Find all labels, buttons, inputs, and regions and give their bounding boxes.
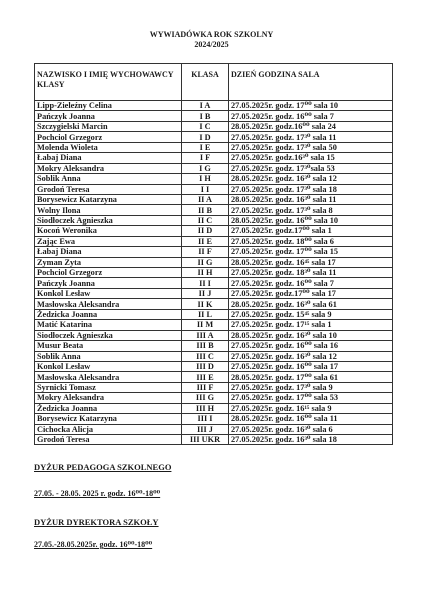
teacher-name: Kocoń Weronika — [35, 226, 182, 236]
teacher-name: Łabaj Diana — [35, 247, 182, 257]
table-row — [35, 153, 393, 163]
meeting-date: 27.05.2025r. godz. 16⁰⁰ sala 7 — [229, 111, 393, 121]
meeting-date: 27.05.2025r. godz. 17⁰⁰ sala 10 — [229, 101, 393, 111]
meeting-date: 27.05.2025r. godz. 16³⁰ sala 6 — [229, 424, 393, 434]
class-name: I I — [182, 184, 229, 194]
table-row — [35, 132, 393, 142]
meeting-date: 28.05.2025r. godz. 16³⁰ sala 11 — [229, 194, 393, 204]
meeting-date: 27.05.2025r. godz. 17³⁰ sala 18 — [229, 184, 393, 194]
class-name: II L — [182, 309, 229, 319]
pedagogue-duty-title: DYŻUR PEDAGOGA SZKOLNEGO — [34, 462, 172, 472]
table-row — [35, 361, 393, 371]
meeting-date: 27.05.2025r. godz. 16⁰⁰ sala 16 — [229, 341, 393, 351]
class-name: II A — [182, 194, 229, 204]
class-name: III H — [182, 403, 229, 413]
table-row — [35, 435, 393, 445]
table-row — [35, 288, 393, 298]
class-name: II B — [182, 205, 229, 215]
teacher-name: Żedzicka Joanna — [35, 309, 182, 319]
meeting-date: 27.05.2025r. godz. 18⁰⁰ sala 6 — [229, 236, 393, 246]
meeting-date: 27.05.2025r. godz. 15⁴⁵ sala 9 — [229, 309, 393, 319]
meeting-date: 28.05.2025r. godz. 17⁰⁰ sala 61 — [229, 372, 393, 382]
table-row — [35, 382, 393, 392]
table-row — [35, 247, 393, 257]
table-row — [35, 194, 393, 204]
class-name: I G — [182, 163, 229, 173]
class-name: II K — [182, 299, 229, 309]
meeting-date: 27.05.2025r. godz. 17³⁰ sala 50 — [229, 142, 393, 152]
meeting-date: 27.05.2025r. godz. 17⁰⁰ sala 15 — [229, 247, 393, 257]
class-name: III I — [182, 414, 229, 424]
table-row — [35, 236, 393, 246]
teacher-name: Pochciol Grzegorz — [35, 268, 182, 278]
table-row — [35, 142, 393, 152]
meeting-date: 27.05.2025r. godz. 17¹⁵ sala 1 — [229, 320, 393, 330]
table-row — [35, 341, 393, 351]
table-row — [35, 205, 393, 215]
table-row — [35, 121, 393, 131]
meeting-date: 27.05.2025r. godz. 16³⁰ sala 18 — [229, 435, 393, 445]
class-name: III F — [182, 382, 229, 392]
teacher-name: Szczygielski Marcin — [35, 121, 182, 131]
class-name: III E — [182, 372, 229, 382]
teacher-name: Soblik Anna — [35, 351, 182, 361]
class-name: III J — [182, 424, 229, 434]
table-row — [35, 299, 393, 309]
class-name: II M — [182, 320, 229, 330]
table-row — [35, 257, 393, 267]
class-name: II F — [182, 247, 229, 257]
table-row — [35, 111, 393, 121]
class-name: I F — [182, 153, 229, 163]
class-name: III D — [182, 361, 229, 371]
class-name: II I — [182, 278, 229, 288]
table-row — [35, 403, 393, 413]
meeting-date: 27.05.2025r. godz. 17⁰⁰ sala 53 — [229, 393, 393, 403]
teacher-name: Grodoń Teresa — [35, 184, 182, 194]
table-row — [35, 226, 393, 236]
table-row — [35, 414, 393, 424]
class-name: III UKR — [182, 435, 229, 445]
table-row — [35, 184, 393, 194]
director-duty-date: 27.05.-28.05.2025r. godz. 16⁰⁰-18⁰⁰ — [34, 540, 153, 549]
meeting-date: 27.05.2025r. godz. 16¹⁵ sala 9 — [229, 403, 393, 413]
meeting-date: 28.05.2025r. godz. 16³⁰ sala 61 — [229, 299, 393, 309]
table-row — [35, 393, 393, 403]
teacher-name: Konkol Lesław — [35, 288, 182, 298]
table-row — [35, 101, 393, 111]
meeting-date: 28.05.2025r. godz. 16³⁰ sala 10 — [229, 330, 393, 340]
class-name: II D — [182, 226, 229, 236]
meeting-date: 27.05.2025r. godz. 16³⁰ sala 12 — [229, 351, 393, 361]
class-name: I B — [182, 111, 229, 121]
meeting-date: 27.05.2025r. godz. 17³⁰ sala 9 — [229, 382, 393, 392]
class-name: III A — [182, 330, 229, 340]
table-header-row — [35, 64, 393, 101]
table-row — [35, 330, 393, 340]
teacher-name: Wolny Ilona — [35, 205, 182, 215]
class-name: I A — [182, 101, 229, 111]
meeting-date: 28.05.2025r. godz.16⁰⁰ sala 24 — [229, 121, 393, 131]
teacher-name: Molenda Wioleta — [35, 142, 182, 152]
teacher-name: Borysewicz Katarzyna — [35, 414, 182, 424]
page-title: WYWIADÓWKA ROK SZKOLNY — [149, 30, 274, 39]
class-name: II H — [182, 268, 229, 278]
director-duty-title: DYŻUR DYREKTORA SZKOŁY — [34, 517, 159, 527]
teacher-name: Cichocka Alicja — [35, 424, 182, 434]
pedagogue-duty-date: 27.05. - 28.05. 2025 r. godz. 16⁰⁰-18⁰⁰ — [34, 489, 161, 498]
meeting-date: 28.05.2025r. godz. 16⁰⁰ sala 11 — [229, 414, 393, 424]
teacher-name: Pańczyk Joanna — [35, 111, 182, 121]
table-row — [35, 320, 393, 330]
meeting-date: 27.05.2025r. godz. 18³⁰ sala 11 — [229, 268, 393, 278]
teacher-name: Mokry Aleksandra — [35, 163, 182, 173]
meeting-date: 28.05.2025r. godz. 16³⁰ sala 12 — [229, 174, 393, 184]
meeting-date: 27.05.2025r. godz.16³⁰ sala 15 — [229, 153, 393, 163]
class-name: II C — [182, 215, 229, 225]
teacher-name: Masłowska Aleksandra — [35, 372, 182, 382]
class-name: II G — [182, 257, 229, 267]
class-name: III G — [182, 393, 229, 403]
table-row — [35, 174, 393, 184]
header-name: NAZWISKO I IMIĘ WYCHOWAWCY KLASY — [35, 64, 182, 101]
class-name: II E — [182, 236, 229, 246]
table-row — [35, 278, 393, 288]
teacher-name: Grodoń Teresa — [35, 435, 182, 445]
table-row — [35, 268, 393, 278]
table-row — [35, 309, 393, 319]
class-name: III B — [182, 341, 229, 351]
table-row — [35, 351, 393, 361]
meeting-date: 27.05.2025r. godz. 17³⁰sala 53 — [229, 163, 393, 173]
class-name: III C — [182, 351, 229, 361]
header-date: DZIEŃ GODZINA SALA — [229, 64, 393, 101]
teacher-name: Zyman Zyta — [35, 257, 182, 267]
meeting-date: 27.05.2025r. godz.17⁰⁰ sala 1 — [229, 226, 393, 236]
teacher-name: Zając Ewa — [35, 236, 182, 246]
teacher-name: Musur Beata — [35, 341, 182, 351]
table-row — [35, 372, 393, 382]
meeting-date: 27.05.2025r. godz.17⁰⁰ sala 17 — [229, 288, 393, 298]
teacher-name: Borysewicz Katarzyna — [35, 194, 182, 204]
teacher-name: Lipp-Zieleźny Celina — [35, 101, 182, 111]
meeting-date: 27.05.2025r. godz. 17³⁰ sala 8 — [229, 205, 393, 215]
teacher-name: Siodłoczek Agnieszka — [35, 215, 182, 225]
table-row — [35, 424, 393, 434]
table-body — [35, 101, 393, 445]
teacher-name: Masłowska Aleksandra — [35, 299, 182, 309]
meeting-date: 28.05.2025r. godz. 16⁴⁵ sala 17 — [229, 257, 393, 267]
class-name: I H — [182, 174, 229, 184]
teacher-name: Siodłoczek Agnieszka — [35, 330, 182, 340]
meeting-date: 28.05.2025r. godz. 16⁰⁰ sala 10 — [229, 215, 393, 225]
table-row — [35, 215, 393, 225]
teacher-name: Mokry Aleksandra — [35, 393, 182, 403]
teacher-name: Syrnicki Tomasz — [35, 382, 182, 392]
teacher-name: Soblik Anna — [35, 174, 182, 184]
class-name: I C — [182, 121, 229, 131]
teacher-name: Pańczyk Joanna — [35, 278, 182, 288]
teacher-name: Łabaj Diana — [35, 153, 182, 163]
teacher-name: Konkol Lesław — [35, 361, 182, 371]
meeting-date: 27.05.2025r. godz. 16⁰⁰ sala 17 — [229, 361, 393, 371]
class-name: II J — [182, 288, 229, 298]
class-name: I E — [182, 142, 229, 152]
meetings-table — [34, 63, 393, 445]
table-row — [35, 163, 393, 173]
teacher-name: Żedzicka Joanna — [35, 403, 182, 413]
school-year: 2024/2025 — [194, 40, 229, 49]
teacher-name: Matić Katarina — [35, 320, 182, 330]
header-class: KLASA — [182, 64, 229, 101]
class-name: I D — [182, 132, 229, 142]
meeting-date: 27.05.2025r. godz. 16⁰⁰ sala 7 — [229, 278, 393, 288]
meeting-date: 27.05.2025r. godz. 17³⁰ sala 11 — [229, 132, 393, 142]
teacher-name: Pochciol Grzegorz — [35, 132, 182, 142]
